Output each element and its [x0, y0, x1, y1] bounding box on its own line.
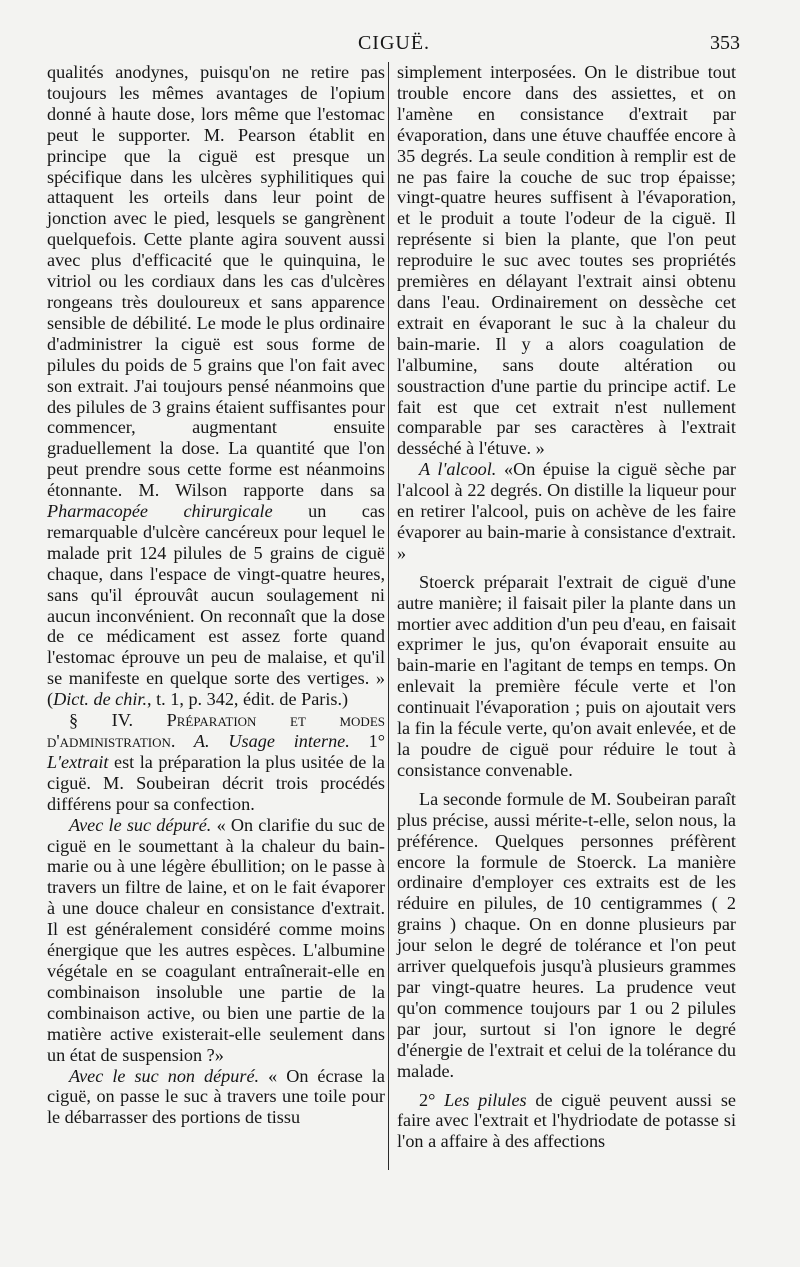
text-run: « On écrase la ciguë, on passe le suc à travers une toile pour le débarrasser des portions de tissu — [47, 1065, 385, 1128]
paragraph — [47, 1066, 385, 1129]
italic-term: L'extrait — [47, 751, 109, 772]
text-run: 1° — [349, 731, 385, 751]
text-run: un cas remarquable d'ulcère cancéreux pour lequel le malade prit 124 pilules de 5 grains de ciguë chaque, dans l'espace de vingt-quatre heures, sans qu'il éprouvât aucun soulagement ni aucun inconvénient. On reconnaît que la dose de ce médicament est assez forte quand l'estomac éprouve un peu de malaise, et qu'il se manifeste en quelque sorte des vertiges. » ( — [47, 501, 385, 710]
section-paragraph — [47, 710, 385, 815]
text-run: , t. 1, p. 342, édit. de Paris.) — [147, 689, 349, 710]
column-divider — [388, 62, 389, 1170]
italic-title: Pharmacopée chirurgicale — [47, 501, 273, 522]
italic-term: Avec le suc dépuré. — [69, 814, 212, 835]
page-number: 353 — [710, 32, 740, 54]
page-header — [48, 32, 740, 58]
text-run: « On clarifie du suc de ciguë en le soumettant à la chaleur du bain-marie ou à une légère ébullition; on le passe à travers un filtre de laine, et on le fait évaporer à une douce chaleur en consistance d'extrait. Il est généralement considéré comme moins énergique que les autres espèces. L'albumine végétale en se coagulant entraînerait-elle en combinaison insoluble une partie de la combinaison active, ou bien une partie de la matière active existerait-elle seulement dans un état de suspension ?» — [47, 814, 385, 1065]
running-title: CIGUË. — [357, 32, 431, 54]
left-column — [47, 62, 385, 1128]
italic-term: Les pilules — [444, 1089, 527, 1110]
paragraph — [397, 459, 736, 564]
italic-term: Avec le suc non dépuré. — [69, 1065, 260, 1086]
right-column — [397, 62, 736, 1152]
paragraph — [397, 1090, 736, 1153]
text-run: «On épuise la ciguë sèche par l'alcool à 22 degrés. On distille la liqueur pour en retirer l'alcool, puis on achève de les faire évaporer au bain-marie à consistance d'extrait. » — [397, 459, 736, 563]
paragraph: simplement interposées. On le distribue tout trouble encore dans des assiettes, et on l'amène en consistance d'extrait par évaporation, dans une étuve chauffée encore à 35 degrés. La seule condition à remplir est de ne pas faire la couche de suc trop épaisse; vingt-quatre heures suffisent à l'évaporation, et le produit a toute l'odeur de la ciguë. Il représente si bien la plante, que l'on peut reproduire le suc avec toutes ses propriétés premières en délayant l'extrait ainsi obtenu dans l'eau. Ordinairement on dessèche cet extrait en évaporant le suc à la chaleur du bain-marie. Il y a alors coagulation de l'albumine, sans doute altération ou soustraction d'une partie du principe actif. Le fait est que cet extrait n'est nullement comparable par ses caractères à l'extrait desséché à l'étuve. » — [397, 62, 736, 459]
text-run: de ciguë peuvent aussi se faire avec l'extrait et l'hydriodate de potasse si l'on a affaire à des affections — [397, 1089, 737, 1152]
subsection-heading: A. Usage interne. — [175, 731, 350, 751]
citation: Dict. de chir. — [53, 689, 148, 710]
paragraph: Stoerck préparait l'extrait de ciguë d'une autre manière; il faisait piler la plante dans un mortier avec addition d'un peu d'eau, en faisait exprimer le jus, qu'on évaporait ensuite au bain-marie en l'agitant de temps en temps. On enlevait la première fécule verte et l'on continuait l'évaporation ; puis on ajoutait vers la fin la fécule verte, qu'on avait enlevée, et de la poudre de ciguë pour réduire le tout à consistance convenable. — [397, 571, 736, 780]
section-heading: § IV. Préparation et modes d'administration. — [47, 710, 385, 751]
italic-term: A l'alcool. — [419, 459, 497, 480]
text-run: qualités anodynes, puisqu'on ne retire pas toujours les mêmes avantages de l'opium donné à haute dose, lors même que l'estomac peut le supporter. M. Pearson établit en principe que la ciguë est presque un spécifique dans les ulcères syphilitiques qui attaquent les orteils dans leur point de jonction avec le pied, lesquels se gangrènent quelquefois. Cette plante agira souvent aussi avec plus d'efficacité que le quinquina, le vitriol ou les cordiaux dans les cas d'ulcères rongeans très douloureux et sans apparence sensible de débilité. Le mode le plus ordinaire d'administrer la ciguë est sous forme de pilules du poids de 5 grains que l'on fait avec son extrait. J'ai toujours pensé néanmoins que des pilules de 3 grains étaient suffisantes pour commencer, augmentant ensuite graduellement la dose. La quantité que l'on peut prendre sous cette forme est néanmoins étonnante. M. Wilson rapporte dans sa — [47, 62, 385, 501]
text-run: est la préparation la plus usitée de la ciguë. M. Soubeiran décrit trois procédés différens pour sa confection. — [47, 751, 385, 814]
text-run: 2° — [419, 1089, 445, 1110]
paragraph — [47, 815, 385, 1066]
paragraph — [47, 62, 385, 710]
paragraph: La seconde formule de M. Soubeiran paraît plus précise, aussi mérite-t-elle, selon nous, la préférence. Quelques personnes préfèrent encore la formule de Stoerck. La manière ordinaire d'employer ces extraits est de les réduire en pilules, de 10 centigrammes ( 2 grains ) chaque. On en donne plusieurs par jour selon le degré de tolérance et l'on peut arriver quelquefois jusqu'à plusieurs grammes par vingt-quatre heures. La prudence veut qu'on commence toujours par 1 ou 2 pilules par jour, surtout si l'on ignore le degré d'énergie de l'extrait et celui de la tolérance du malade. — [397, 788, 736, 1081]
